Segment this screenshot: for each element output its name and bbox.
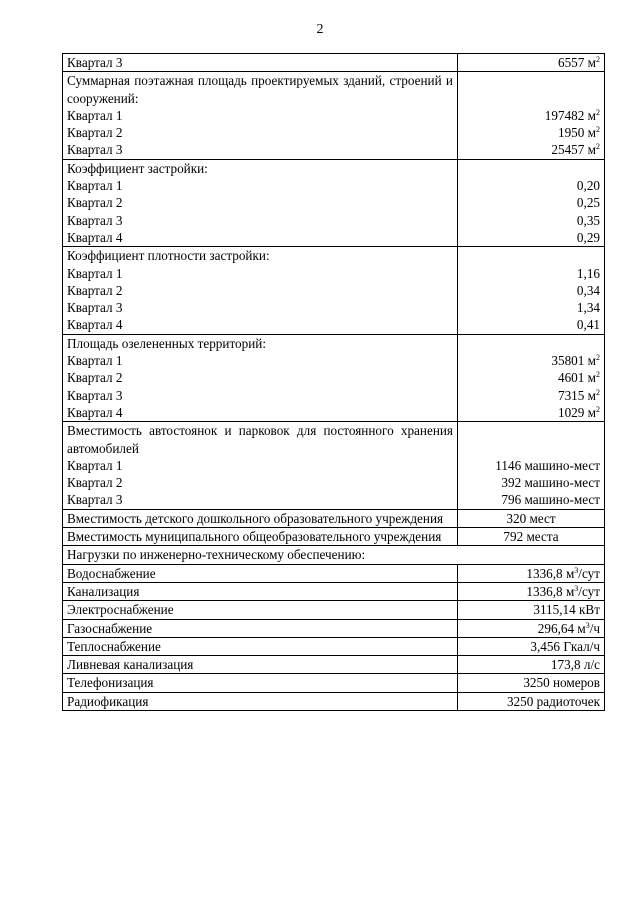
- row-value: [462, 316, 600, 333]
- row-value: [462, 491, 600, 508]
- value-unit-suffix: /сут: [578, 583, 600, 599]
- value-spacer: [462, 72, 600, 107]
- parameter-name-cell: [63, 674, 458, 692]
- parameter-value-cell: [458, 72, 605, 159]
- parameter-name-cell: [63, 564, 458, 582]
- value-number: 1336,8 м: [526, 565, 575, 581]
- parameter-name: Газоснабжение: [67, 620, 153, 636]
- row-value: [462, 583, 600, 600]
- value-number: 0,20: [576, 178, 600, 194]
- value-number: 1,16: [576, 265, 600, 281]
- sub-item-name: Квартал 3: [67, 212, 123, 228]
- parameters-table-body: [63, 54, 605, 711]
- row-value: [462, 352, 600, 369]
- table-row: [63, 637, 605, 655]
- sub-item-name: Квартал 1: [67, 353, 123, 369]
- parameter-name-cell: [63, 692, 458, 710]
- parameter-value-cell: [458, 54, 605, 72]
- group-heading: Коэффициент плотности застройки:: [67, 248, 270, 264]
- sub-item-name: Квартал 2: [67, 370, 123, 386]
- value-superscript: 3: [574, 565, 579, 575]
- table-row: [63, 54, 605, 72]
- parameter-name: Канализация: [67, 583, 140, 599]
- section-heading: Нагрузки по инженерно-техническому обеспечению:: [67, 547, 366, 563]
- sub-item-name: Квартал 2: [67, 195, 123, 211]
- parameter-name-cell: [63, 247, 458, 334]
- sub-item-name: Квартал 3: [67, 492, 123, 508]
- group-heading: Вместимость автостоянок и парковок для постоянного хранения автомобилей: [67, 423, 453, 456]
- sub-item-name: Квартал 3: [67, 387, 123, 403]
- parameter-value-cell: [458, 674, 605, 692]
- value-number: 392 машино-мест: [501, 475, 600, 491]
- value-superscript: 2: [596, 107, 600, 117]
- value-unit-suffix: /ч: [589, 620, 600, 636]
- parameters-table: [62, 53, 605, 711]
- row-value: [462, 369, 600, 386]
- table-row: [63, 528, 605, 546]
- row-value: [462, 674, 600, 691]
- row-value: [462, 124, 600, 141]
- value-number: 3115,14 кВт: [533, 602, 600, 618]
- value-number: 1950 м: [557, 125, 596, 141]
- row-value: [462, 387, 600, 404]
- value-number: 1,34: [576, 300, 600, 316]
- sub-item-name: Квартал 3: [67, 142, 123, 158]
- parameter-name-cell: [63, 54, 458, 72]
- sub-item-name: Квартал 1: [67, 265, 123, 281]
- row-value: [462, 265, 600, 282]
- parameter-name-cell: [63, 334, 458, 421]
- table-row: [63, 72, 605, 159]
- value-superscript: 2: [596, 125, 600, 135]
- parameter-name-cell: [63, 509, 458, 527]
- value-superscript: 2: [596, 404, 600, 414]
- row-value: [462, 638, 600, 655]
- parameter-value-cell: [458, 247, 605, 334]
- table-row: [63, 692, 605, 710]
- sub-item-name: Квартал 1: [67, 457, 123, 473]
- parameter-name-cell: [63, 72, 458, 159]
- parameter-value-cell: [458, 564, 605, 582]
- value-superscript: 2: [596, 353, 600, 363]
- row-value: [462, 54, 600, 71]
- row-value: [462, 229, 600, 246]
- parameter-value-cell: [458, 528, 605, 546]
- value-superscript: 3: [585, 620, 590, 630]
- table-row: [63, 674, 605, 692]
- row-value: [462, 141, 600, 158]
- parameter-name: Радиофикация: [67, 693, 149, 709]
- row-value: [462, 656, 600, 673]
- parameter-value-cell: [458, 334, 605, 421]
- parameter-name: Водоснабжение: [67, 565, 156, 581]
- value-number: 25457 м: [551, 142, 596, 158]
- value-spacer: [462, 247, 600, 264]
- parameter-name-cell: [63, 422, 458, 509]
- parameter-value-cell: [458, 582, 605, 600]
- sub-item-name: Квартал 2: [67, 125, 123, 141]
- table-row: [63, 601, 605, 619]
- value-number: 0,41: [576, 317, 600, 333]
- table-row: [63, 619, 605, 637]
- parameter-value: 320 мест: [506, 510, 556, 526]
- row-value: [462, 601, 600, 618]
- parameter-value: 792 места: [503, 529, 559, 545]
- parameter-name: Вместимость детского дошкольного образовательного учреждения: [67, 510, 444, 526]
- table-row: [63, 564, 605, 582]
- value-number: 35801 м: [551, 353, 596, 369]
- value-number: 7315 м: [557, 387, 596, 403]
- row-value: [462, 693, 600, 710]
- parameter-name: Теплоснабжение: [67, 638, 161, 654]
- parameter-value-cell: [458, 159, 605, 246]
- parameter-value-cell: [458, 656, 605, 674]
- parameter-value-cell: [458, 619, 605, 637]
- row-value: [462, 107, 600, 124]
- parameter-name: Телефонизация: [67, 675, 154, 691]
- table-row: [63, 159, 605, 246]
- value-spacer: [462, 422, 600, 457]
- parameter-name-cell: [63, 656, 458, 674]
- table-row: [63, 334, 605, 421]
- parameter-name-cell: [63, 159, 458, 246]
- row-value: [462, 299, 600, 316]
- value-number: 1029 м: [557, 404, 596, 420]
- value-number: 0,29: [576, 229, 600, 245]
- sub-item-name: Квартал 4: [67, 317, 123, 333]
- value-number: 3,456 Гкал/ч: [530, 638, 600, 654]
- row-value: [462, 177, 600, 194]
- row-value: [462, 282, 600, 299]
- parameter-value-cell: [458, 637, 605, 655]
- parameter-name: Квартал 3: [67, 55, 123, 70]
- table-row: [63, 582, 605, 600]
- group-heading: Суммарная поэтажная площадь проектируемых зданий, строений и сооружений:: [67, 73, 453, 106]
- value-superscript: 2: [596, 55, 600, 64]
- value-number: 296,64 м: [537, 620, 586, 636]
- value-number: 3250 радиоточек: [506, 693, 600, 709]
- parameter-name: Вместимость муниципального общеобразовательного учреждения: [67, 529, 442, 545]
- row-value: [462, 212, 600, 229]
- value-superscript: 3: [574, 583, 579, 593]
- value-number: 0,34: [576, 282, 600, 298]
- table-row: [63, 546, 605, 564]
- sub-item-name: Квартал 4: [67, 229, 123, 245]
- parameter-name-cell: [63, 619, 458, 637]
- parameter-name-cell: [63, 601, 458, 619]
- row-value: [462, 565, 600, 582]
- value-number: 4601 м: [557, 370, 596, 386]
- row-value: [462, 620, 600, 637]
- value-number: 0,35: [576, 212, 600, 228]
- parameter-name: Электроснабжение: [67, 602, 174, 618]
- value-number: 1146 машино-мест: [495, 457, 600, 473]
- parameter-name-cell: [63, 546, 605, 564]
- value-number: 173,8 л/с: [550, 657, 600, 673]
- value-number: 6557 м: [557, 55, 596, 70]
- table-row: [63, 247, 605, 334]
- parameter-value-cell: [458, 422, 605, 509]
- value-superscript: 2: [596, 387, 600, 397]
- row-value: [462, 404, 600, 421]
- value-number: 197482 м: [544, 107, 596, 123]
- group-heading: Коэффициент застройки:: [67, 160, 208, 176]
- value-number: 3250 номеров: [523, 675, 600, 691]
- sub-item-name: Квартал 1: [67, 107, 123, 123]
- value-spacer: [462, 160, 600, 177]
- page-number: 2: [316, 22, 324, 37]
- value-number: 0,25: [576, 195, 600, 211]
- parameter-name: Ливневая канализация: [67, 657, 194, 673]
- row-value: [462, 194, 600, 211]
- sub-item-name: Квартал 1: [67, 178, 123, 194]
- sub-item-name: Квартал 2: [67, 475, 123, 491]
- group-heading: Площадь озелененных территорий:: [67, 335, 267, 351]
- row-value: [462, 474, 600, 491]
- table-row: [63, 422, 605, 509]
- sub-item-name: Квартал 3: [67, 300, 123, 316]
- table-row: [63, 656, 605, 674]
- parameter-value-cell: [458, 509, 605, 527]
- row-value: [462, 457, 600, 474]
- value-superscript: 2: [596, 370, 600, 380]
- parameter-value-cell: [458, 692, 605, 710]
- value-spacer: [462, 335, 600, 352]
- value-unit-suffix: /сут: [578, 565, 600, 581]
- sub-item-name: Квартал 2: [67, 282, 123, 298]
- value-number: 796 машино-мест: [501, 492, 600, 508]
- parameter-name-cell: [63, 637, 458, 655]
- parameter-name-cell: [63, 582, 458, 600]
- parameter-name-cell: [63, 528, 458, 546]
- parameter-value-cell: [458, 601, 605, 619]
- value-superscript: 2: [596, 142, 600, 152]
- table-row: [63, 509, 605, 527]
- sub-item-name: Квартал 4: [67, 404, 123, 420]
- value-number: 1336,8 м: [526, 583, 575, 599]
